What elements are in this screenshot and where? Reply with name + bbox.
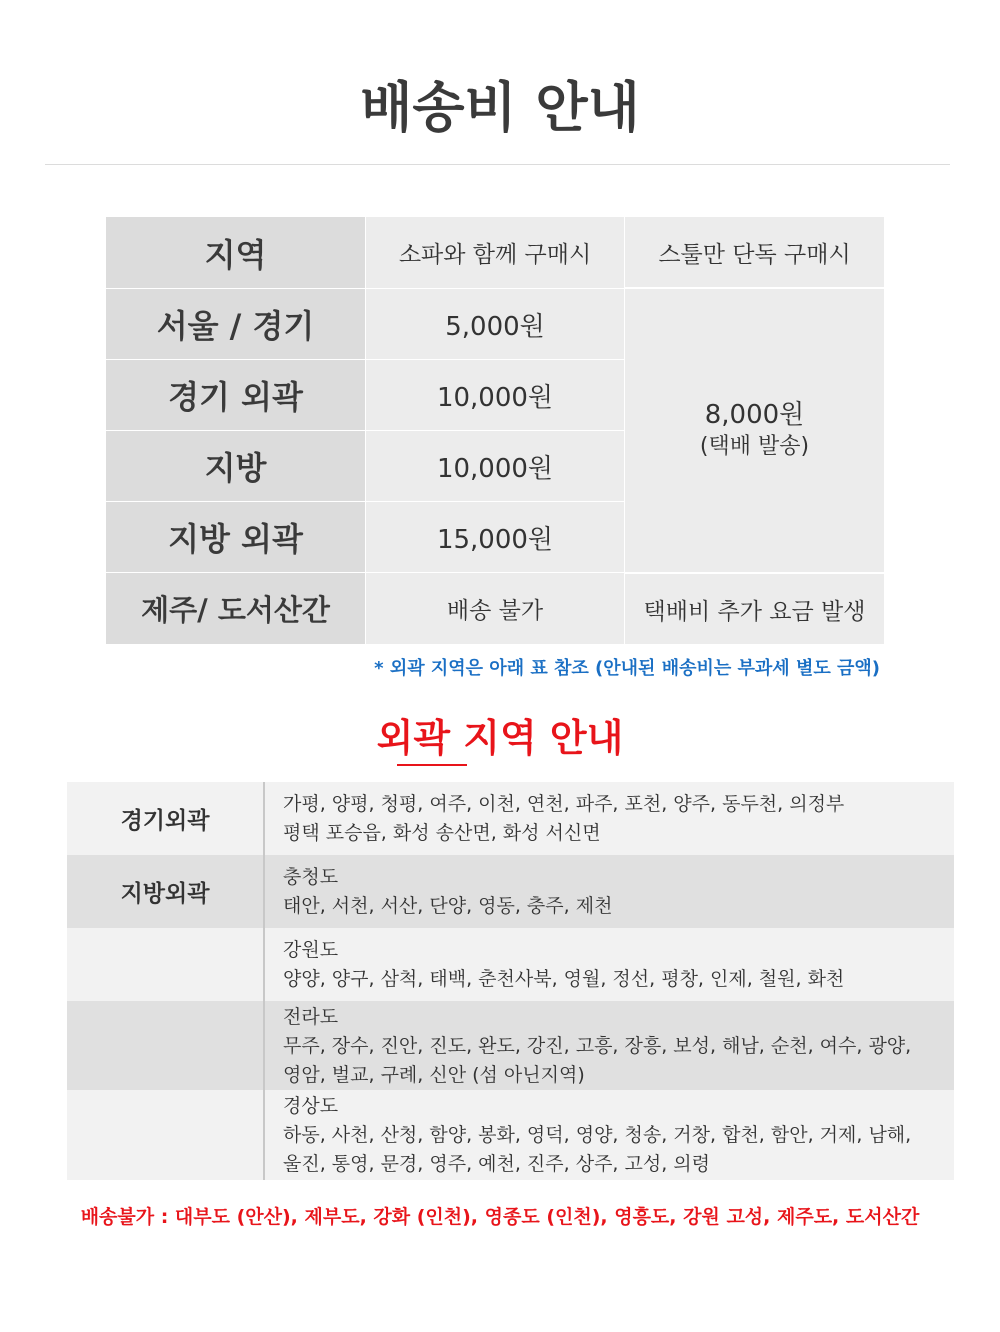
text-line: 울진, 통영, 문경, 영주, 예천, 진주, 상주, 고성, 의령	[283, 1153, 711, 1175]
text-line: 가평, 양평, 청평, 여주, 이천, 연천, 파주, 포천, 양주, 동두천, 의정부	[283, 793, 845, 815]
table-row	[67, 1090, 954, 1180]
price-cell: 배송 불가	[365, 573, 624, 644]
text-line: 무주, 장수, 진안, 진도, 완도, 강진, 고흥, 장흥, 보성, 해남, 순천, 여수, 광양,	[283, 1035, 912, 1057]
shipping-fee-table	[106, 217, 884, 644]
page-title: 배송비 안내	[360, 76, 640, 139]
region-cell: 경기 외곽	[106, 360, 365, 430]
price-cell: 10,000원	[365, 360, 624, 430]
column-divider	[263, 782, 265, 855]
row-label: 경기외곽	[120, 808, 210, 834]
region-cell: 지방 외곽	[106, 502, 365, 572]
text-line: 영암, 벌교, 구례, 신안 (섬 아닌지역)	[283, 1064, 585, 1086]
stool-price-note: (택배 발송)	[699, 433, 810, 459]
text-line: 평택 포승읍, 화성 송산면, 화성 서신면	[283, 822, 601, 844]
column-divider	[263, 1001, 265, 1090]
stool-merged-cell	[624, 289, 884, 572]
row-label	[67, 1090, 263, 1180]
header-stool-only: 스툴만 단독 구매시	[624, 217, 884, 288]
table-row	[67, 855, 954, 928]
row-text	[283, 936, 944, 994]
header-with-sofa: 소파와 함께 구매시	[365, 217, 624, 288]
section-title: 외곽 지역 안내	[376, 716, 624, 760]
outer-area-table	[67, 782, 954, 1180]
region-cell: 제주/ 도서산간	[106, 573, 365, 644]
row-text	[283, 1003, 944, 1090]
text-line: 양양, 양구, 삼척, 태백, 춘천사북, 영월, 정선, 평창, 인제, 철원, 화천	[283, 968, 845, 990]
text-line: 하동, 사천, 산청, 함양, 봉화, 영덕, 영양, 청송, 거창, 합천, 함안, 거제, 남해,	[283, 1124, 912, 1146]
row-label	[67, 1001, 263, 1090]
price-cell: 5,000원	[365, 289, 624, 359]
text-line: 강원도	[283, 939, 339, 961]
table-row	[67, 1001, 954, 1090]
column-divider	[263, 855, 265, 928]
price-cell: 10,000원	[365, 431, 624, 501]
price-cell: 15,000원	[365, 502, 624, 572]
stool-price: 8,000원	[704, 399, 805, 430]
table-row	[67, 928, 954, 1001]
text-line: 태안, 서천, 서산, 단양, 영동, 충주, 제천	[283, 895, 613, 917]
row-label: 지방외곽	[120, 881, 210, 907]
column-divider	[263, 1090, 265, 1180]
row-text	[283, 863, 944, 921]
header-region: 지역	[106, 217, 365, 288]
row-label	[67, 928, 263, 1001]
title-divider	[45, 164, 950, 165]
row-text	[283, 1092, 944, 1179]
row-text	[283, 790, 944, 848]
table-row	[67, 782, 954, 855]
text-line: 경상도	[283, 1095, 339, 1117]
column-divider	[263, 928, 265, 1001]
region-cell: 서울 / 경기	[106, 289, 365, 359]
text-line: 전라도	[283, 1006, 339, 1028]
section-title-underline	[397, 764, 467, 766]
text-line: 충청도	[283, 866, 339, 888]
no-delivery-notice: 배송불가 : 대부도 (안산), 제부도, 강화 (인천), 영종도 (인천), 영흥도, 강원 고성, 제주도, 도서산간	[80, 1206, 920, 1228]
region-cell: 지방	[106, 431, 365, 501]
stool-extra-fee-cell: 택배비 추가 요금 발생	[624, 573, 884, 644]
vat-note: * 외곽 지역은 아래 표 참조 (안내된 배송비는 부과세 별도 금액)	[374, 658, 880, 679]
